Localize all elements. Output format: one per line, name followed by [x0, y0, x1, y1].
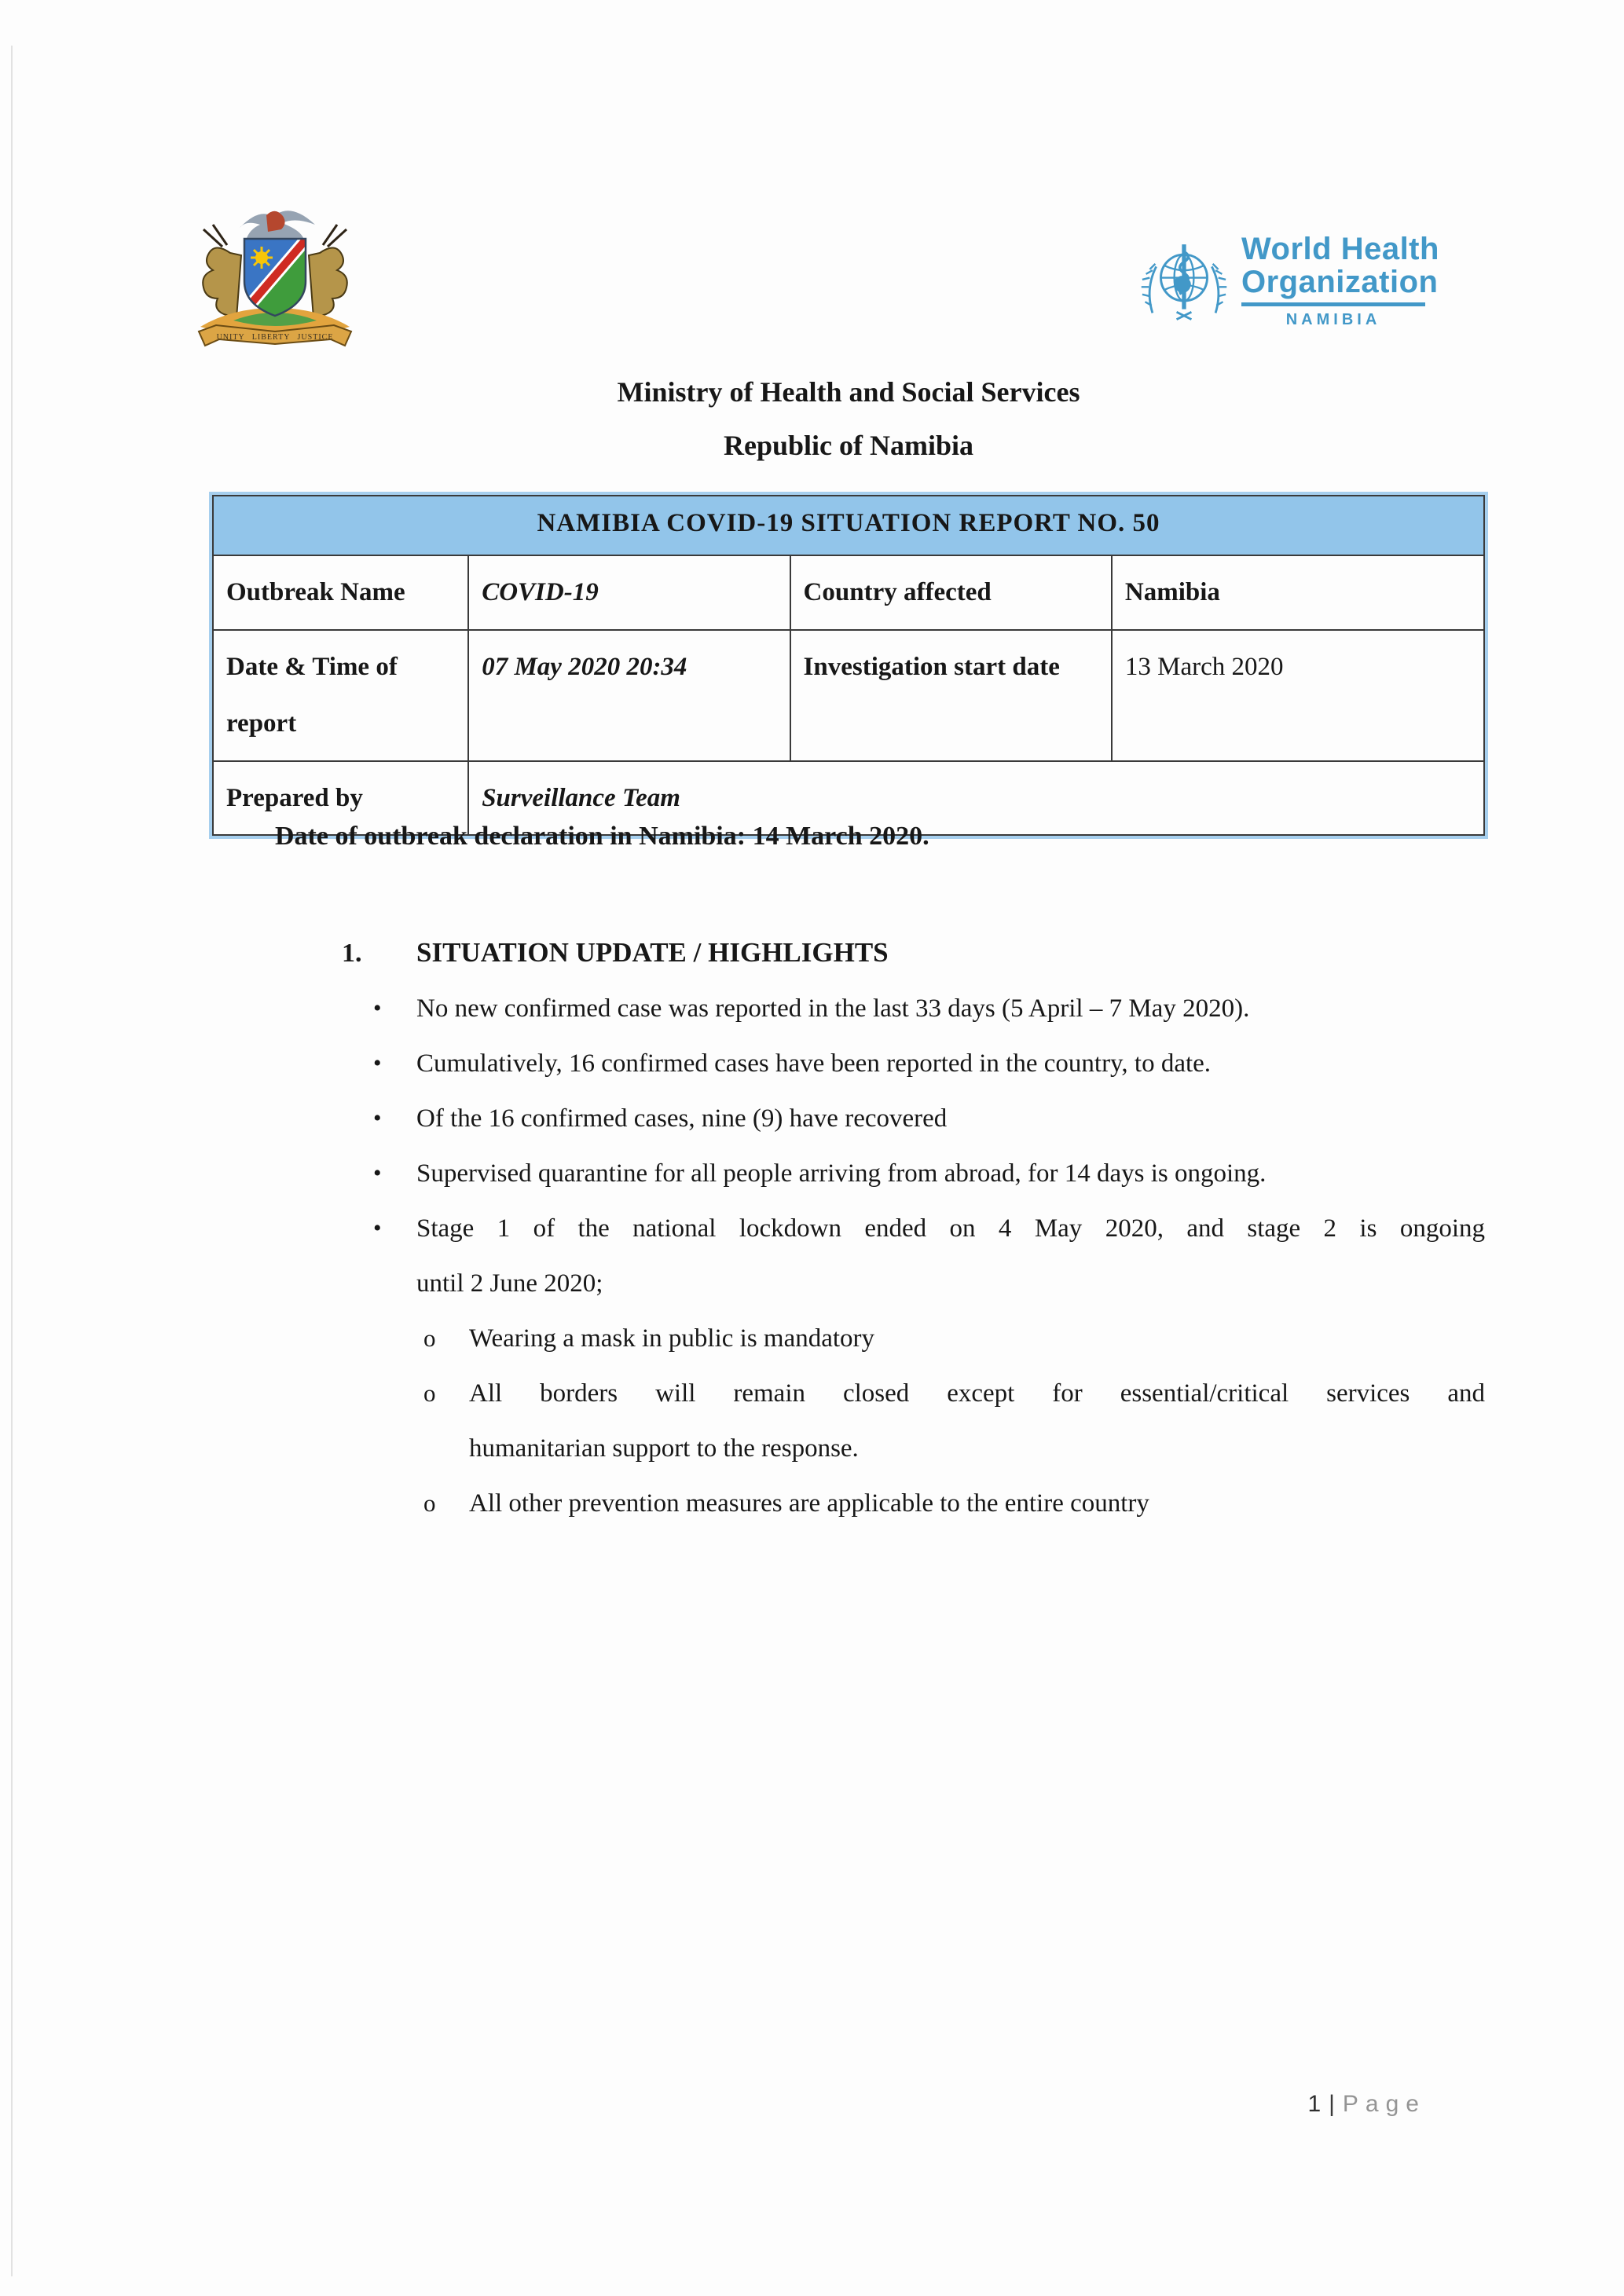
who-logo	[1138, 233, 1439, 331]
footer-separator: |	[1329, 2091, 1335, 2117]
oryx-right	[309, 247, 347, 318]
sub-bullet-icon: o	[423, 1379, 436, 1407]
oryx-right-horns	[323, 225, 346, 247]
sub-bullet-item	[342, 1366, 1485, 1476]
outbreak-name-value: COVID-19	[468, 555, 790, 630]
bullet-item	[342, 1036, 1485, 1091]
table-row	[213, 630, 1484, 761]
bullet-icon: •	[373, 995, 382, 1021]
footer-page-label: Page	[1342, 2091, 1426, 2117]
table-row	[213, 555, 1484, 630]
investigation-date-value: 13 March 2020	[1112, 630, 1484, 761]
bullet-text-line2: until 2 June 2020;	[416, 1269, 603, 1298]
sub-bullet-text: All other prevention measures are applicable to the entire country	[469, 1489, 1149, 1518]
prepared-by-label: Prepared by	[213, 761, 468, 836]
report-table	[212, 495, 1485, 836]
who-rule	[1241, 302, 1425, 306]
investigation-date-label: Investigation start date	[790, 630, 1112, 761]
sub-bullet-icon: o	[423, 1324, 436, 1352]
sub-bullet-item	[342, 1311, 1485, 1366]
bullet-item	[342, 1146, 1485, 1201]
section-title: SITUATION UPDATE / HIGHLIGHTS	[416, 937, 889, 968]
bullet-item	[342, 981, 1485, 1036]
sub-bullet-text-line2: humanitarian support to the response.	[469, 1434, 859, 1463]
bullet-icon: •	[373, 1105, 382, 1131]
outbreak-declaration: Date of outbreak declaration in Namibia: 14 March 2020.	[275, 822, 929, 851]
report-title: NAMIBIA COVID-19 SITUATION REPORT NO. 50	[213, 496, 1484, 555]
bullet-icon: •	[373, 1215, 382, 1241]
outbreak-name-label: Outbreak Name	[213, 555, 468, 630]
who-name-line1: World Health	[1241, 232, 1439, 266]
page-footer	[1307, 2091, 1426, 2118]
prepared-by-value: Surveillance Team	[468, 761, 1484, 836]
report-datetime-label: Date & Time of report	[213, 630, 468, 761]
sub-bullet-item	[342, 1476, 1485, 1531]
bullet-icon: •	[373, 1050, 382, 1076]
republic-heading: Republic of Namibia	[723, 430, 974, 461]
who-name-line2: Organization	[1241, 265, 1439, 299]
bullet-icon: •	[373, 1160, 382, 1186]
section-heading	[342, 925, 1485, 981]
bullet-text: Of the 16 confirmed cases, nine (9) have recovered	[416, 1104, 948, 1133]
sub-bullet-text	[469, 1366, 1485, 1476]
situation-update-section	[342, 925, 1485, 1531]
page-number: 1	[1307, 2091, 1322, 2117]
oryx-left	[203, 247, 241, 318]
bullet-text: Cumulatively, 16 confirmed cases have been reported in the country, to date.	[416, 1049, 1212, 1078]
bullet-item	[342, 1201, 1485, 1311]
who-logo-text	[1241, 233, 1439, 329]
table-title-row	[213, 496, 1484, 555]
bullet-text: Supervised quarantine for all people arriving from abroad, for 14 days is ongoing.	[416, 1159, 1267, 1188]
bullet-item	[342, 1091, 1485, 1146]
oryx-left-horns	[203, 225, 227, 247]
sub-bullet-icon: o	[423, 1489, 436, 1517]
bullet-text	[416, 1201, 1485, 1311]
sub-bullet-text-line1: All borders will remain closed except for essential/critical services and	[469, 1379, 1485, 1408]
scan-artifact-line	[11, 46, 13, 2276]
country-affected-value: Namibia	[1112, 555, 1484, 630]
bullet-text: No new confirmed case was reported in the last 33 days (5 April – 7 May 2020).	[416, 994, 1250, 1023]
namibia-coat-of-arms	[185, 192, 365, 359]
coat-of-arms-image	[185, 192, 365, 359]
bullet-text-line1: Stage 1 of the national lockdown ended on 4 May 2020, and stage 2 is ongoing	[416, 1214, 1485, 1243]
who-country-label: NAMIBIA	[1285, 311, 1381, 328]
motto-text: UNITY LIBERTY JUSTICE	[216, 333, 334, 342]
ministry-heading: Ministry of Health and Social Services	[617, 376, 1080, 408]
who-emblem-icon	[1138, 239, 1230, 331]
sub-bullet-text: Wearing a mask in public is mandatory	[469, 1324, 875, 1353]
section-number: 1.	[342, 939, 362, 968]
country-affected-label: Country affected	[790, 555, 1112, 630]
report-datetime-value: 07 May 2020 20:34	[468, 630, 790, 761]
